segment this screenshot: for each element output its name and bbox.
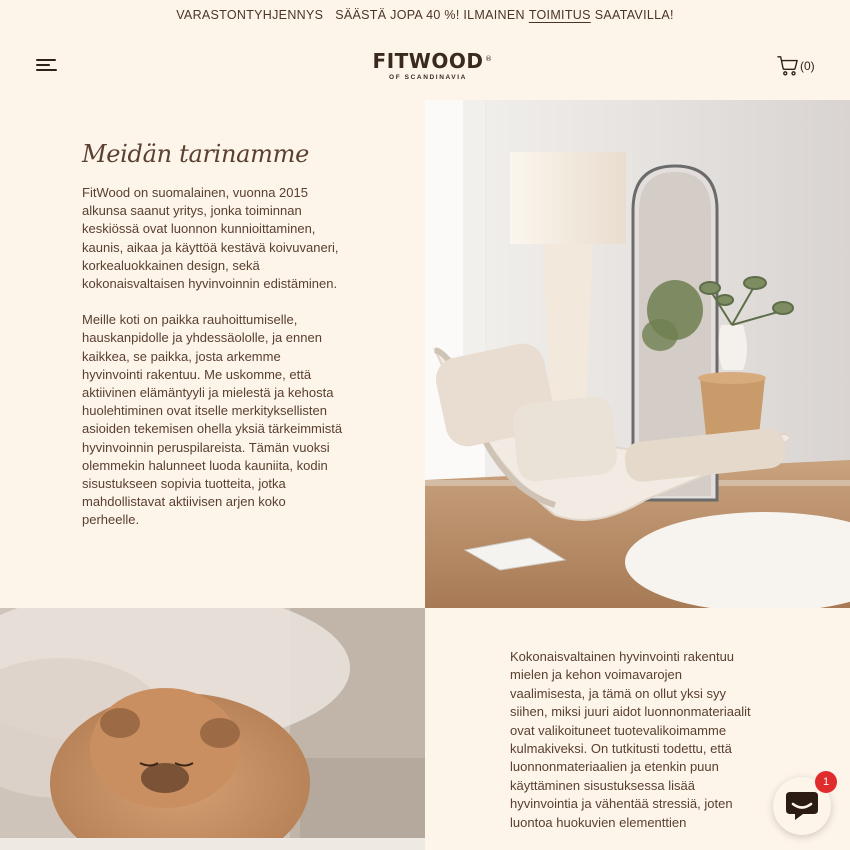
announcement-bar <box>0 0 850 30</box>
announcement-sale-text: VARASTONTYHJENNYS <box>176 8 324 22</box>
wellness-section <box>510 648 755 832</box>
announcement-delivery-link[interactable]: TOIMITUS <box>528 8 591 22</box>
logo-tagline: OF SCANDINAVIA <box>389 74 467 81</box>
menu-icon-line <box>36 69 57 71</box>
dog-image <box>0 608 425 850</box>
chat-icon <box>785 790 819 822</box>
menu-icon-line <box>36 64 50 66</box>
chat-notification-badge: 1 <box>815 771 837 793</box>
cart-button[interactable] <box>777 54 815 78</box>
our-story-section <box>82 140 344 548</box>
logo-wordmark: FITWOOD <box>372 49 484 73</box>
story-paragraph-2: Meille koti on paikka rauhoittumiselle, hauskanpidolle ja yhdessäololle, ja ennen kaikkea, se paikka, josta arkemme hyvinvointi rakentuu. Me uskomme, että aktiivinen elämäntyyli ja mielestä ja kehosta huolehtiminen ovat itselle merkityksellisten asioiden tekemisen ohella yksiä tärkeimmistä hyvinvoinnin peruspilareista. Tämän vuoksi olemmekin halunneet luoda kauniita, kodin sisustukseen sopivia tuotteita, jotka mahdollistavat aktiivisen arjen koko perheelle. <box>82 312 343 528</box>
wellness-paragraph: Kokonaisvaltainen hyvinvointi rakentuu mielen ja kehon voimavarojen vaalimisesta, ja tämä on ollut yksi syy siihen, miksi juuri aidot luonnonmateriaalit ovat valikoituneet tuotevalikoimamme kulmakiveksi. On tutkitusti todettu, että luonnonmateriaalien ja etenkin puun käyttäminen sisustuksessa lisää hyvinvointia ja vähentää stressiä, joten luontoa huokuvien elementtien <box>510 649 751 830</box>
cart-count: (0) <box>800 59 815 73</box>
story-paragraph-1: FitWood on suomalainen, vuonna 2015 alkunsa saanut yritys, jonka toiminnan keskiössä ovat luonnon kunnioittaminen, kaunis, aikaa ja käyttöä kestävä koivuvaneri, korkealuokkainen design, sekä kokonaisvaltaisen hyvinvoinnin edistäminen. <box>82 185 339 292</box>
menu-icon <box>36 59 56 61</box>
site-header <box>0 30 850 100</box>
cart-icon <box>777 55 799 77</box>
announcement-offer-text: SÄÄSTÄ JOPA 40 %! ILMAINEN <box>335 8 525 22</box>
story-title: Meidän tarinamme <box>82 140 309 168</box>
menu-button[interactable] <box>36 56 60 74</box>
announcement-available-text: SAATAVILLA! <box>594 8 674 22</box>
logo-registered: ® <box>484 55 493 63</box>
living-room-image <box>425 100 850 608</box>
site-logo[interactable] <box>366 49 493 86</box>
